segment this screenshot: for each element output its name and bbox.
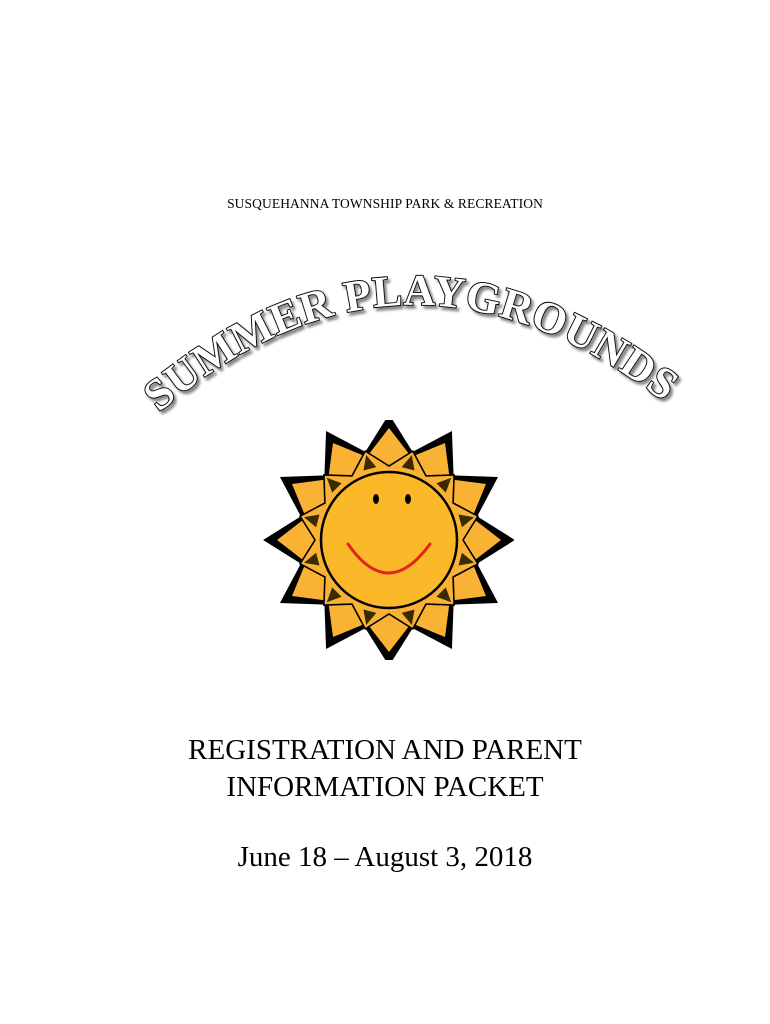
program-title-arc (0, 0, 770, 430)
sun-left-eye (373, 494, 379, 504)
organization-name: SUSQUEHANNA TOWNSHIP PARK & RECREATION (227, 196, 543, 211)
sun-right-eye (405, 494, 411, 504)
packet-title-line-1: REGISTRATION AND PARENT (188, 734, 582, 766)
packet-title (0, 732, 770, 806)
smiling-sun-icon (262, 420, 514, 660)
program-title (134, 266, 688, 420)
packet-title-line-2: INFORMATION PACKET (226, 771, 544, 803)
program-title-text: SUMMER PLAYGROUNDS (134, 265, 688, 421)
program-dates: June 18 – August 3, 2018 (237, 841, 533, 873)
sun-face (321, 472, 457, 608)
